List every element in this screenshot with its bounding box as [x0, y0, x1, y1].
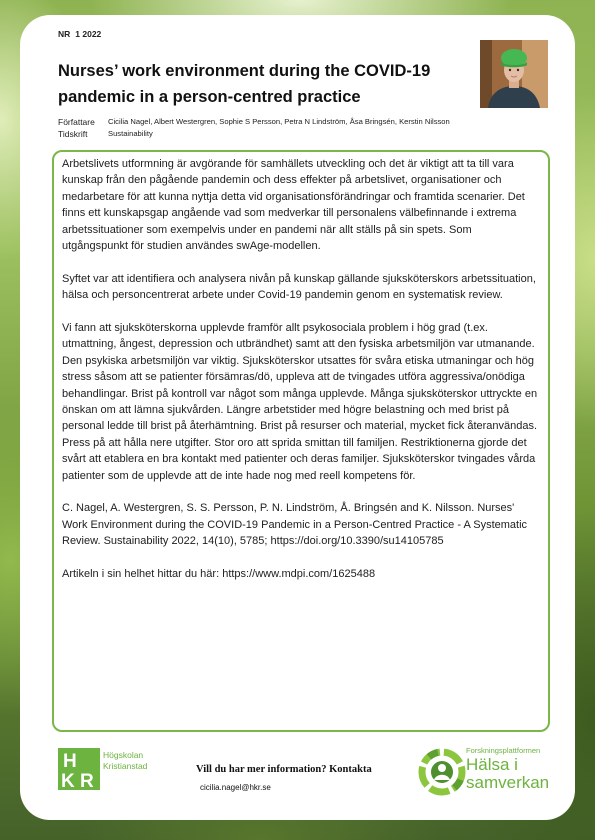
hkr-logo-mark	[58, 748, 100, 790]
authors-row	[58, 116, 538, 128]
issue-number	[58, 29, 101, 39]
contact-email-link[interactable]: cicilia.nagel@hkr.se	[200, 783, 271, 792]
university-name-line-1: Högskolan	[103, 750, 144, 760]
hkr-logo	[58, 748, 100, 790]
journal-row	[58, 128, 538, 140]
full-article-note	[62, 566, 540, 582]
citation	[62, 500, 540, 549]
issue-label: NR	[58, 29, 71, 39]
doi-link[interactable]: https://doi.org/10.3390/su14105785	[270, 535, 444, 548]
summary-box	[52, 150, 550, 732]
author-portrait-image	[480, 40, 548, 108]
background-paragraph: Arbetslivets utformning är avgörande för samhällets utveckling och det är viktigt att ta till vara kunskap från den pågående pandemin och dess effekter på arbetslivet, organisationer och medarbetare för att kunna nyttja detta vid organisationsförändringar och framtida scenarier. Det finns ett kunskapsgap angående vad som medverkar till personalens välbefinnande i extrema arbetssituationer som exempelvis under en pandemi när allt ställs på sin spets. Som utgångspunkt för studien användes swAge-modellen.	[62, 158, 525, 253]
platform-name-line-2: samverkan	[466, 773, 550, 792]
platform-label: Forskningsplattformen	[466, 746, 541, 755]
logo-letter-k: K	[61, 771, 75, 790]
issue-value: 1 2022	[75, 29, 102, 39]
content-card	[20, 15, 575, 820]
platform-name-line-1: Hälsa i	[466, 755, 518, 774]
journal-name: Sustainability	[108, 129, 153, 138]
platform-circle-icon	[418, 748, 466, 796]
full-article-link[interactable]: https://www.mdpi.com/1625488	[222, 568, 376, 581]
aim-paragraph: Syftet var att identifiera och analysera nivån på kunskap gällande sjuksköterskors arbetssituation, hälsa och personcentrerat arbete under Covid-19 pandemin genom en systematisk review.	[62, 272, 536, 302]
title-line-2: pandemic in a person-centred practice	[58, 88, 361, 106]
platform-name	[466, 756, 549, 792]
citation-text: C. Nagel, A. Westergren, S. S. Persson, P. N. Lindström, Å. Bringsén and K. Nilsson. Nurses' Work Environment during the COVID-19 Pandemic in a Person-Centred Practice - A Systematic Review. Sustainability 2022, 14(10), 5785;	[62, 502, 528, 548]
authors-label: Författare	[58, 117, 95, 127]
contact-prompt: Vill du har mer information? Kontakta	[196, 764, 372, 775]
platform-logo-mark	[418, 748, 466, 796]
article-title	[58, 58, 430, 110]
university-name-line-2: Kristianstad	[103, 760, 148, 771]
author-photo	[480, 40, 548, 108]
logo-letter-h: H	[63, 751, 77, 772]
authors-list: Cicilia Nagel, Albert Westergren, Sophie S Persson, Petra N Lindström, Åsa Bringsén, Kerstin Nilsson	[108, 117, 450, 126]
university-name	[103, 750, 147, 771]
logo-letter-r: R	[80, 771, 94, 790]
full-article-text: Artikeln i sin helhet hittar du här:	[62, 568, 223, 581]
journal-label: Tidskrift	[58, 129, 88, 139]
results-paragraph: Vi fann att sjuksköterskorna upplevde framför allt psykosociala problem i hög grad (t.ex. utmattning, ångest, depression och utbrändhet) samt att den fysiska arbetsmiljön var utmanande. Den psykiska arbetsmiljön var viktig. Sjuksköterskor utsattes för svåra etiska utmaningar och hög stress såsom att se patienter försämras/dö, uppleva att de tvingades utföra aggressiva/onödiga behandlingar. Brist på kontroll var något som många upplevde. Många sjuksköterskor uttryckte en önskan om att lämna sjukvården. Längre arbetstider med högre belastning och med brist på personal ledde till brist på återhämtning. Brist på resurser och material, mycket fick återanvändas. Press på att hålla nere utgifter. Stor oro att sprida smittan till familjen. Restriktionerna gjorde det svårt att etablera en bra kontakt med patienter och deras familjer. Sjuksköterskor tvingades vårda patienter som de upplevde att de inte hade nog med reell kompetens för.	[62, 322, 538, 482]
title-line-1: Nurses’ work environment during the COVID-19	[58, 62, 431, 80]
